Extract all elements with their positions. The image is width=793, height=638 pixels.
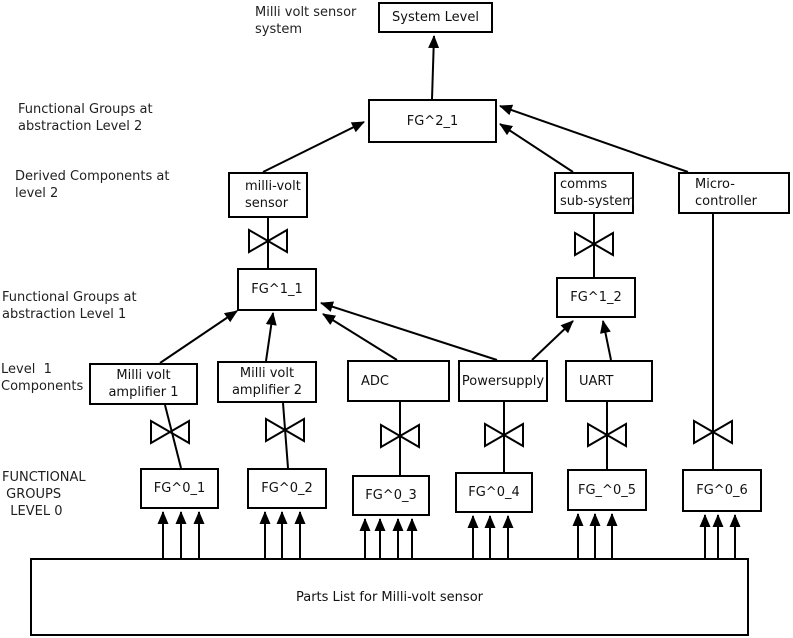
- label-line: GROUPS: [2, 487, 62, 502]
- arrow-edge: [532, 321, 573, 360]
- label-line: Level 1: [1, 362, 52, 377]
- node-label: controller: [695, 194, 758, 209]
- node-label: comms: [560, 177, 608, 192]
- node-label: FG^0_4: [468, 485, 520, 500]
- node-label: amplifier 1: [108, 385, 179, 400]
- label-line: level 2: [15, 186, 59, 201]
- label-line: Milli volt sensor: [255, 5, 357, 20]
- arrow-edge: [500, 106, 688, 172]
- arrow-edge: [432, 36, 434, 99]
- arrow-edge: [321, 303, 497, 360]
- node-label: System Level: [392, 10, 479, 25]
- label-line: Derived Components at: [15, 169, 170, 184]
- node-label: milli-volt: [245, 179, 301, 194]
- node-label: FG^0_2: [261, 481, 313, 496]
- node-label: Micro-: [695, 177, 735, 192]
- label-line: abstraction Level 2: [18, 119, 143, 134]
- node-label: Milli volt: [116, 368, 171, 383]
- node-label: amplifier 2: [231, 383, 303, 398]
- node-label: Milli volt: [239, 366, 295, 381]
- node-label: FG^1_1: [251, 282, 303, 297]
- node-label: FG^2_1: [406, 113, 459, 129]
- node-label: FG^0_1: [153, 481, 206, 496]
- arrow-edge: [263, 122, 364, 172]
- arrow-edge: [266, 313, 273, 361]
- node-label: FG^0_3: [365, 488, 417, 503]
- node-label: sensor: [245, 196, 289, 211]
- arrow-edge: [603, 321, 611, 360]
- node-label: FG^0_6: [696, 483, 748, 498]
- node-label: UART: [579, 373, 614, 389]
- node-label: FG_^0_5: [578, 482, 636, 498]
- arrow-edge: [323, 314, 397, 360]
- arrow-edge: [160, 311, 237, 363]
- label-line: abstraction Level 1: [2, 307, 127, 322]
- label-line: Functional Groups at: [2, 290, 137, 305]
- node-label: FG^1_2: [570, 290, 622, 305]
- label-line: Functional Groups at: [18, 102, 153, 117]
- label-line: LEVEL 0: [2, 504, 63, 519]
- plain-edge: [283, 403, 288, 468]
- node-label: sub-system: [560, 194, 635, 209]
- node-label: Parts List for Milli-volt sensor: [295, 589, 483, 605]
- label-line: system: [255, 22, 302, 37]
- node-label: Powersupply: [461, 373, 545, 389]
- node-label: ADC: [361, 373, 389, 389]
- label-line: Components: [1, 379, 84, 394]
- arrow-edge: [500, 124, 573, 172]
- label-line: FUNCTIONAL: [2, 470, 86, 485]
